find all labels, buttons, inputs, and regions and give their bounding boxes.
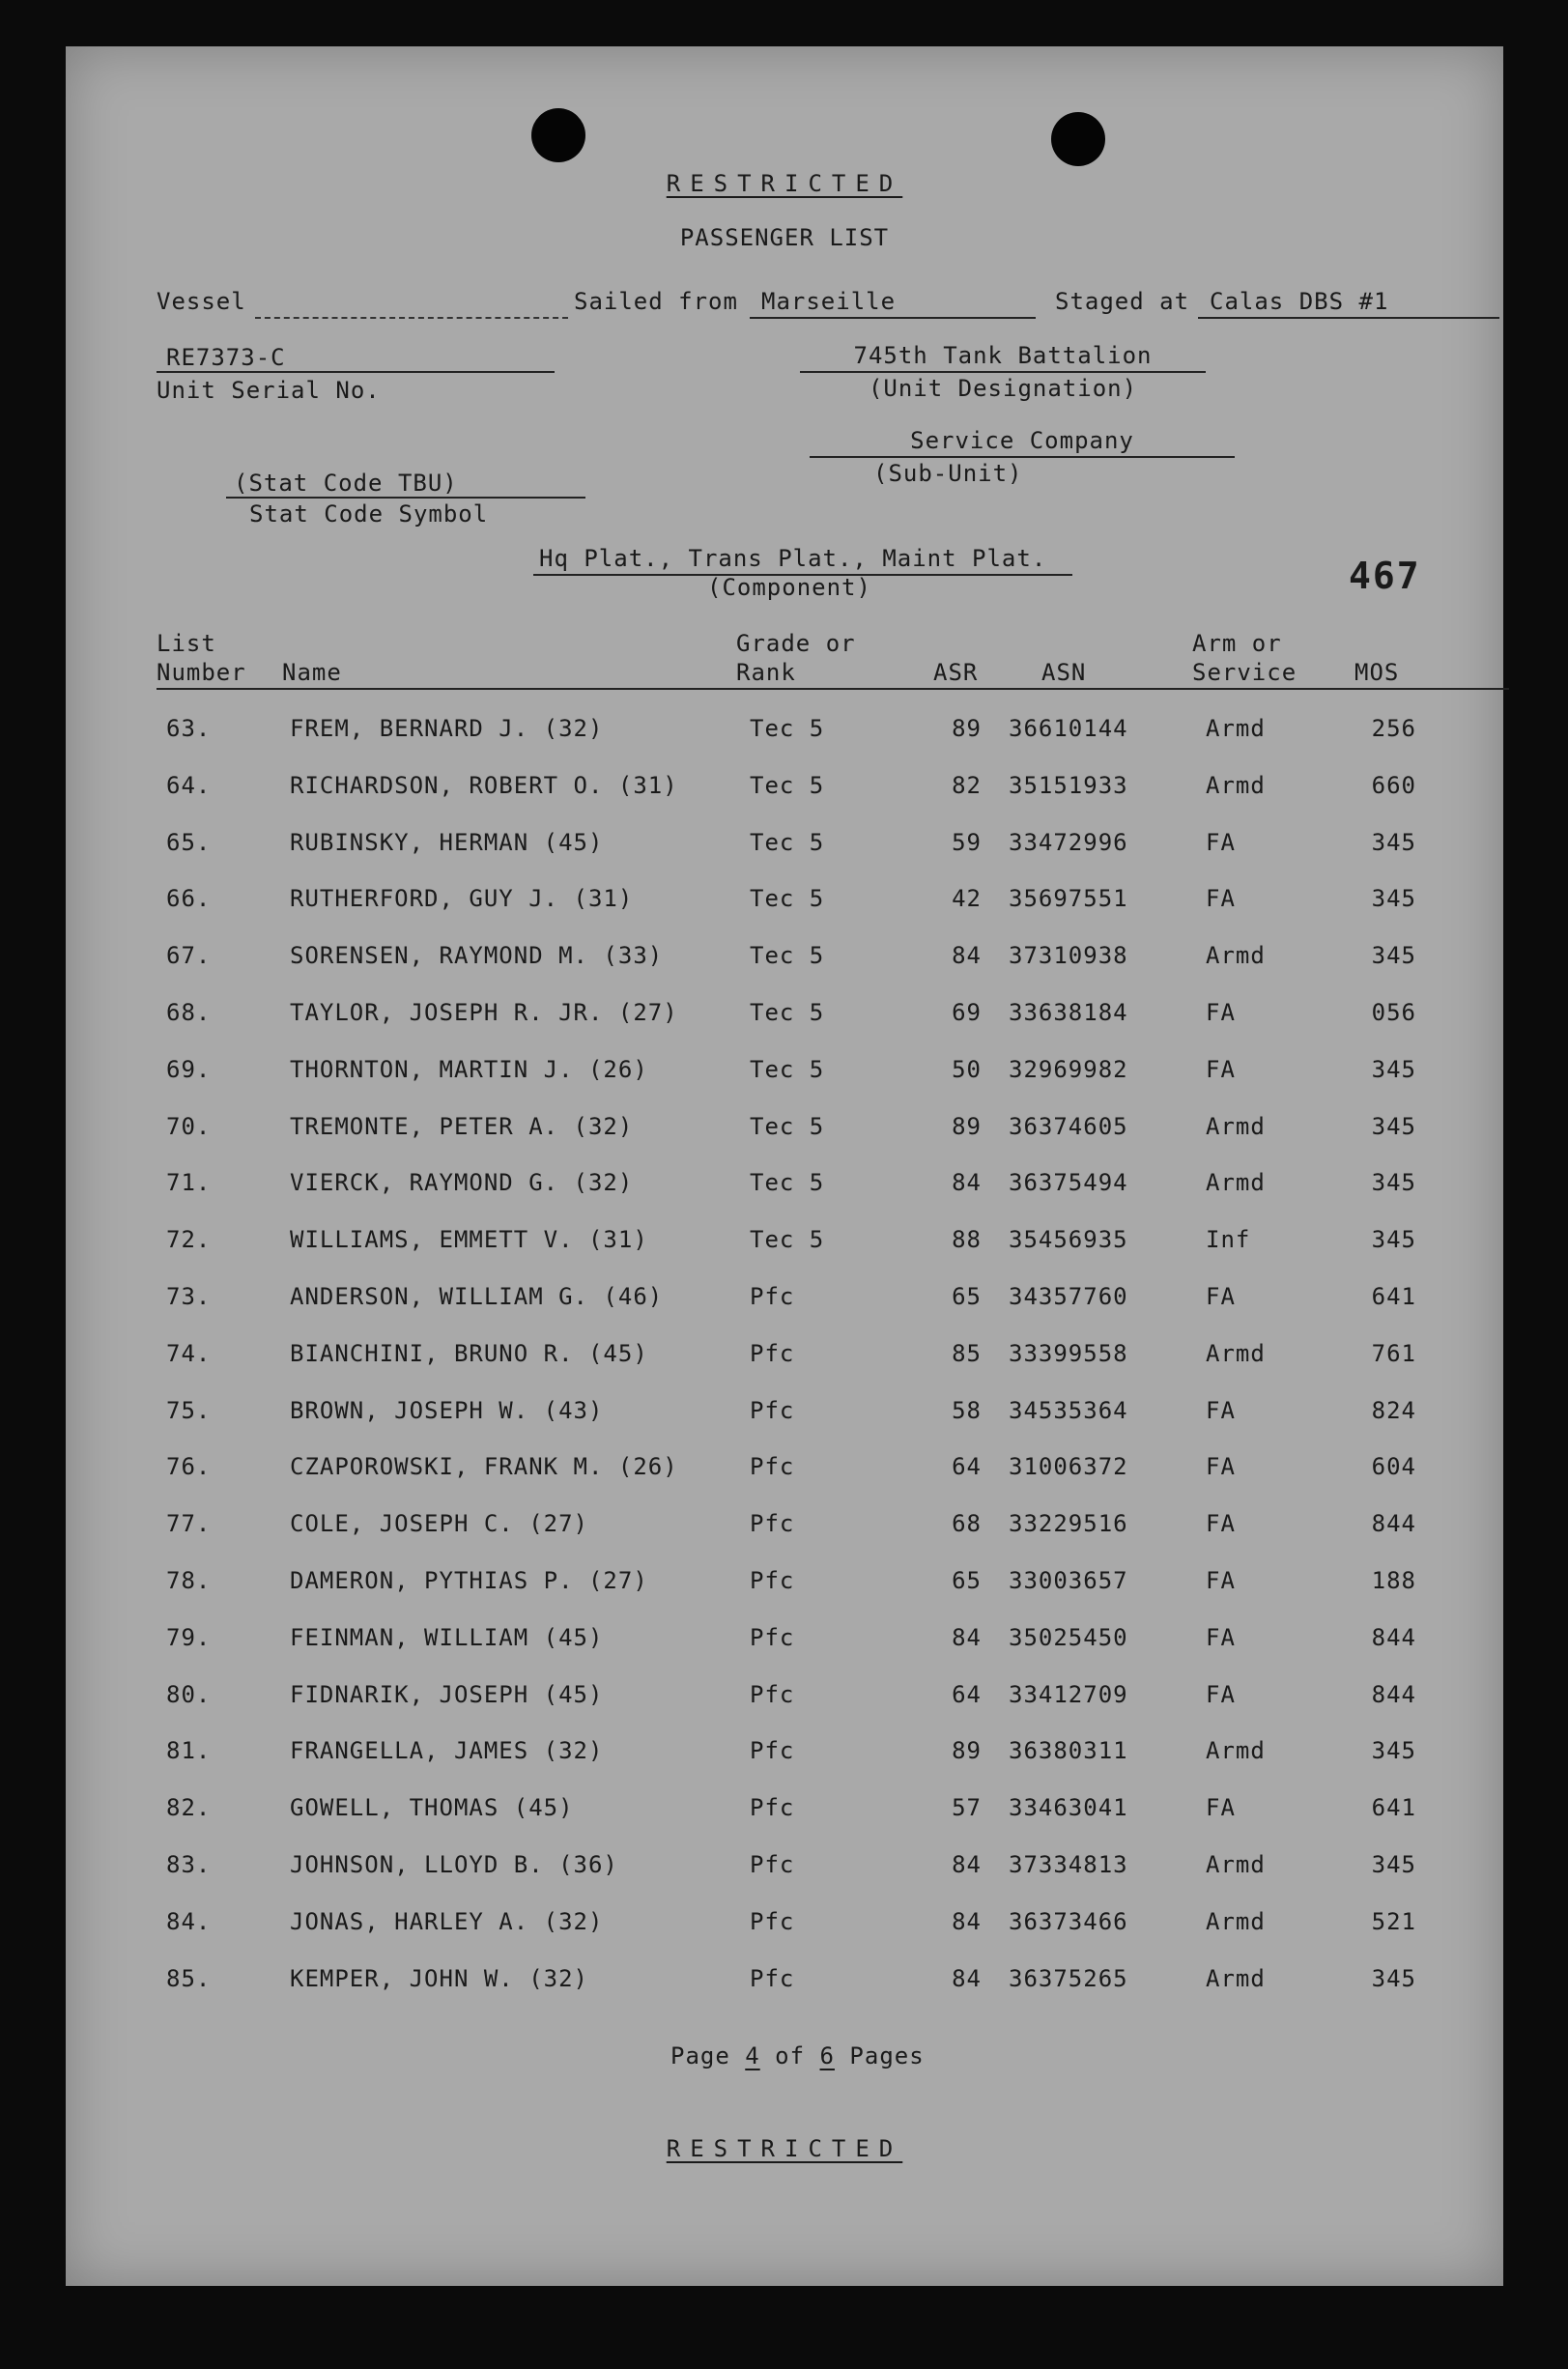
passenger-name-cell: COLE, JOSEPH C. (27) [290, 1510, 588, 1538]
list-number-cell: 70. [166, 1112, 212, 1140]
list-number-cell: 74. [166, 1339, 212, 1367]
asr-cell: 58 [952, 1396, 982, 1424]
arm-service-cell: Armd [1206, 1851, 1266, 1878]
asn-cell: 33412709 [1009, 1680, 1128, 1708]
asr-cell: 69 [952, 999, 982, 1026]
grade-cell: Tec 5 [750, 942, 825, 970]
grade-cell: Pfc [750, 1453, 795, 1481]
list-number-cell: 66. [166, 885, 212, 913]
grade-cell: Tec 5 [750, 1112, 825, 1140]
arm-service-cell: FA [1206, 1623, 1236, 1651]
grade-cell: Pfc [750, 1339, 795, 1367]
asr-cell: 84 [952, 1851, 982, 1878]
asn-cell: 35697551 [1009, 885, 1128, 913]
table-row [66, 1895, 1503, 1951]
mos-cell: 345 [1371, 1055, 1416, 1083]
passenger-name-cell: TREMONTE, PETER A. (32) [290, 1112, 634, 1140]
table-row [66, 815, 1503, 871]
table-header-rule [157, 688, 1509, 690]
stamp-number: 467 [1349, 555, 1421, 597]
vessel-label: Vessel [157, 288, 246, 315]
asr-cell: 42 [952, 885, 982, 913]
mos-cell: 844 [1371, 1680, 1416, 1708]
mos-cell: 345 [1371, 1226, 1416, 1254]
punch-hole-right [1051, 112, 1105, 166]
stat-code-label: Stat Code Symbol [249, 500, 489, 528]
stat-code-line [226, 497, 585, 499]
page-indicator [670, 2042, 925, 2069]
arm-service-cell: Armd [1206, 1169, 1266, 1197]
col-grade-label-2: Rank [736, 659, 796, 686]
grade-cell: Tec 5 [750, 1226, 825, 1254]
passenger-name-cell: FRANGELLA, JAMES (32) [290, 1737, 604, 1765]
asr-cell: 64 [952, 1453, 982, 1481]
passenger-name-cell: BROWN, JOSEPH W. (43) [290, 1396, 604, 1424]
asr-cell: 68 [952, 1510, 982, 1538]
asr-cell: 84 [952, 1169, 982, 1197]
col-grade-label-1: Grade or [736, 630, 856, 657]
arm-service-cell: Armd [1206, 1907, 1266, 1935]
asn-cell: 36373466 [1009, 1907, 1128, 1935]
arm-service-cell: FA [1206, 1055, 1236, 1083]
punch-hole-left [531, 108, 585, 162]
grade-cell: Tec 5 [750, 771, 825, 799]
arm-service-cell: FA [1206, 999, 1236, 1026]
grade-cell: Pfc [750, 1283, 795, 1310]
table-row [66, 1952, 1503, 2008]
asn-cell: 34535364 [1009, 1396, 1128, 1424]
asn-cell: 36610144 [1009, 715, 1128, 742]
mos-cell: 345 [1371, 1112, 1416, 1140]
restricted-footer: RESTRICTED [666, 2135, 903, 2162]
grade-cell: Pfc [750, 1510, 795, 1538]
asr-cell: 82 [952, 771, 982, 799]
mos-cell: 345 [1371, 942, 1416, 970]
list-number-cell: 68. [166, 999, 212, 1026]
mos-cell: 844 [1371, 1623, 1416, 1651]
table-row [66, 1156, 1503, 1212]
table-row [66, 985, 1503, 1042]
list-number-cell: 84. [166, 1907, 212, 1935]
col-name-label: Name [282, 659, 342, 686]
table-row [66, 928, 1503, 985]
restricted-header: RESTRICTED [666, 170, 903, 197]
passenger-name-cell: ANDERSON, WILLIAM G. (46) [290, 1283, 664, 1310]
asr-cell: 88 [952, 1226, 982, 1254]
asn-cell: 37334813 [1009, 1851, 1128, 1878]
list-number-cell: 80. [166, 1680, 212, 1708]
asn-cell: 37310938 [1009, 942, 1128, 970]
asn-cell: 36374605 [1009, 1112, 1128, 1140]
mos-cell: 824 [1371, 1396, 1416, 1424]
mos-cell: 345 [1371, 885, 1416, 913]
table-row [66, 758, 1503, 814]
mos-cell: 761 [1371, 1339, 1416, 1367]
grade-cell: Pfc [750, 1623, 795, 1651]
mos-cell: 604 [1371, 1453, 1416, 1481]
arm-service-cell: Armd [1206, 771, 1266, 799]
table-row [66, 1611, 1503, 1667]
asn-cell: 31006372 [1009, 1453, 1128, 1481]
asn-cell: 36375494 [1009, 1169, 1128, 1197]
mos-cell: 256 [1371, 715, 1416, 742]
sailed-from-value: Marseille [761, 288, 897, 315]
mos-cell: 345 [1371, 1964, 1416, 1992]
grade-cell: Tec 5 [750, 999, 825, 1026]
staged-at-value: Calas DBS #1 [1210, 288, 1389, 315]
passenger-name-cell: FIDNARIK, JOSEPH (45) [290, 1680, 604, 1708]
sailed-from-label: Sailed from [574, 288, 738, 315]
list-number-cell: 78. [166, 1567, 212, 1594]
grade-cell: Pfc [750, 1794, 795, 1822]
asn-cell: 33003657 [1009, 1567, 1128, 1594]
arm-service-cell: Armd [1206, 1964, 1266, 1992]
grade-cell: Tec 5 [750, 828, 825, 856]
table-row [66, 1440, 1503, 1496]
page-suffix: Pages [849, 2042, 925, 2069]
passenger-name-cell: FREM, BERNARD J. (32) [290, 715, 604, 742]
col-mos-label: MOS [1354, 659, 1400, 686]
arm-service-cell: FA [1206, 1794, 1236, 1822]
unit-designation-value: 745th Tank Battalion [853, 342, 1153, 369]
stat-code-value: (Stat Code TBU) [234, 470, 458, 497]
arm-service-cell: FA [1206, 885, 1236, 913]
list-number-cell: 69. [166, 1055, 212, 1083]
page-current: 4 [745, 2042, 760, 2069]
list-number-cell: 75. [166, 1396, 212, 1424]
passenger-name-cell: SORENSEN, RAYMOND M. (33) [290, 942, 664, 970]
asr-cell: 89 [952, 715, 982, 742]
table-row [66, 1327, 1503, 1383]
asr-cell: 57 [952, 1794, 982, 1822]
mos-cell: 188 [1371, 1567, 1416, 1594]
arm-service-cell: Armd [1206, 1737, 1266, 1765]
col-list-number-label-1: List [157, 630, 216, 657]
grade-cell: Tec 5 [750, 1169, 825, 1197]
sub-unit-label: (Sub-Unit) [873, 460, 1023, 487]
passenger-name-cell: BIANCHINI, BRUNO R. (45) [290, 1339, 648, 1367]
table-row [66, 1724, 1503, 1780]
passenger-name-cell: JONAS, HARLEY A. (32) [290, 1907, 604, 1935]
list-number-cell: 63. [166, 715, 212, 742]
unit-serial-label: Unit Serial No. [157, 377, 381, 404]
arm-service-cell: FA [1206, 1680, 1236, 1708]
asr-cell: 64 [952, 1680, 982, 1708]
arm-service-cell: Inf [1206, 1226, 1251, 1254]
grade-cell: Pfc [750, 1964, 795, 1992]
table-row [66, 1384, 1503, 1440]
grade-cell: Pfc [750, 1907, 795, 1935]
arm-service-cell: Armd [1206, 942, 1266, 970]
document-page [66, 46, 1503, 2286]
table-row [66, 1213, 1503, 1269]
passenger-name-cell: DAMERON, PYTHIAS P. (27) [290, 1567, 648, 1594]
list-number-cell: 73. [166, 1283, 212, 1310]
asr-cell: 65 [952, 1567, 982, 1594]
component-label: (Component) [707, 574, 871, 601]
list-number-cell: 76. [166, 1453, 212, 1481]
passenger-name-cell: CZAPOROWSKI, FRANK M. (26) [290, 1453, 678, 1481]
list-number-cell: 79. [166, 1623, 212, 1651]
grade-cell: Pfc [750, 1396, 795, 1424]
list-number-cell: 72. [166, 1226, 212, 1254]
mos-cell: 641 [1371, 1283, 1416, 1310]
asn-cell: 34357760 [1009, 1283, 1128, 1310]
grade-cell: Tec 5 [750, 1055, 825, 1083]
passenger-name-cell: FEINMAN, WILLIAM (45) [290, 1623, 604, 1651]
asr-cell: 89 [952, 1112, 982, 1140]
table-row [66, 1781, 1503, 1837]
arm-service-cell: FA [1206, 1567, 1236, 1594]
passenger-name-cell: TAYLOR, JOSEPH R. JR. (27) [290, 999, 678, 1026]
unit-serial-value: RE7373-C [166, 344, 286, 371]
page-prefix: Page [670, 2042, 730, 2069]
col-asr-label: ASR [933, 659, 979, 686]
arm-service-cell: FA [1206, 1396, 1236, 1424]
mos-cell: 345 [1371, 1737, 1416, 1765]
grade-cell: Pfc [750, 1567, 795, 1594]
grade-cell: Pfc [750, 1851, 795, 1878]
asn-cell: 32969982 [1009, 1055, 1128, 1083]
asr-cell: 84 [952, 942, 982, 970]
asr-cell: 84 [952, 1907, 982, 1935]
mos-cell: 345 [1371, 1169, 1416, 1197]
list-number-cell: 65. [166, 828, 212, 856]
arm-service-cell: FA [1206, 1510, 1236, 1538]
component-value: Hq Plat., Trans Plat., Maint Plat. [539, 545, 1047, 572]
table-row [66, 1042, 1503, 1099]
col-asn-label: ASN [1041, 659, 1087, 686]
asn-cell: 33463041 [1009, 1794, 1128, 1822]
grade-cell: Tec 5 [750, 885, 825, 913]
arm-service-cell: Armd [1206, 1112, 1266, 1140]
passenger-name-cell: RUTHERFORD, GUY J. (31) [290, 885, 634, 913]
arm-service-cell: Armd [1206, 1339, 1266, 1367]
grade-cell: Pfc [750, 1680, 795, 1708]
sailed-from-line [750, 317, 1036, 319]
list-number-cell: 77. [166, 1510, 212, 1538]
grade-cell: Tec 5 [750, 715, 825, 742]
asr-cell: 84 [952, 1964, 982, 1992]
passenger-name-cell: GOWELL, THOMAS (45) [290, 1794, 574, 1822]
asr-cell: 50 [952, 1055, 982, 1083]
passenger-name-cell: THORNTON, MARTIN J. (26) [290, 1055, 648, 1083]
table-row [66, 1554, 1503, 1610]
asr-cell: 59 [952, 828, 982, 856]
col-arm-label-2: Service [1192, 659, 1297, 686]
list-number-cell: 67. [166, 942, 212, 970]
unit-designation-line [800, 371, 1206, 373]
asn-cell: 33229516 [1009, 1510, 1128, 1538]
passenger-name-cell: JOHNSON, LLOYD B. (36) [290, 1851, 618, 1878]
asr-cell: 85 [952, 1339, 982, 1367]
table-row [66, 1497, 1503, 1553]
list-number-cell: 71. [166, 1169, 212, 1197]
page-total: 6 [819, 2042, 835, 2069]
mos-cell: 660 [1371, 771, 1416, 799]
asn-cell: 36380311 [1009, 1737, 1128, 1765]
list-number-cell: 82. [166, 1794, 212, 1822]
list-number-cell: 85. [166, 1964, 212, 1992]
asn-cell: 33472996 [1009, 828, 1128, 856]
list-number-cell: 64. [166, 771, 212, 799]
asr-cell: 89 [952, 1737, 982, 1765]
staged-at-line [1198, 317, 1499, 319]
arm-service-cell: FA [1206, 828, 1236, 856]
col-list-number-label-2: Number [157, 659, 246, 686]
arm-service-cell: FA [1206, 1453, 1236, 1481]
mos-cell: 056 [1371, 999, 1416, 1026]
arm-service-cell: Armd [1206, 715, 1266, 742]
vessel-blank-line [255, 317, 568, 319]
table-row [66, 871, 1503, 928]
table-row [66, 1838, 1503, 1894]
unit-serial-line [157, 371, 555, 373]
unit-designation-label: (Unit Designation) [868, 375, 1138, 402]
sub-unit-line [810, 456, 1235, 458]
passenger-name-cell: KEMPER, JOHN W. (32) [290, 1964, 588, 1992]
sub-unit-value: Service Company [910, 427, 1134, 454]
mos-cell: 844 [1371, 1510, 1416, 1538]
asr-cell: 84 [952, 1623, 982, 1651]
asn-cell: 36375265 [1009, 1964, 1128, 1992]
asr-cell: 65 [952, 1283, 982, 1310]
table-row [66, 1099, 1503, 1156]
document-title: PASSENGER LIST [679, 224, 890, 251]
asn-cell: 35151933 [1009, 771, 1128, 799]
arm-service-cell: FA [1206, 1283, 1236, 1310]
mos-cell: 641 [1371, 1794, 1416, 1822]
staged-at-label: Staged at [1055, 288, 1190, 315]
grade-cell: Pfc [750, 1737, 795, 1765]
table-row [66, 1270, 1503, 1326]
list-number-cell: 81. [166, 1737, 212, 1765]
mos-cell: 345 [1371, 828, 1416, 856]
asn-cell: 35456935 [1009, 1226, 1128, 1254]
mos-cell: 345 [1371, 1851, 1416, 1878]
asn-cell: 33638184 [1009, 999, 1128, 1026]
page-of: of [775, 2042, 806, 2069]
asn-cell: 35025450 [1009, 1623, 1128, 1651]
passenger-name-cell: VIERCK, RAYMOND G. (32) [290, 1169, 634, 1197]
asn-cell: 33399558 [1009, 1339, 1128, 1367]
table-row [66, 1668, 1503, 1724]
table-row [66, 701, 1503, 757]
mos-cell: 521 [1371, 1907, 1416, 1935]
passenger-name-cell: WILLIAMS, EMMETT V. (31) [290, 1226, 648, 1254]
passenger-name-cell: RUBINSKY, HERMAN (45) [290, 828, 604, 856]
passenger-name-cell: RICHARDSON, ROBERT O. (31) [290, 771, 678, 799]
col-arm-label-1: Arm or [1192, 630, 1282, 657]
list-number-cell: 83. [166, 1851, 212, 1878]
